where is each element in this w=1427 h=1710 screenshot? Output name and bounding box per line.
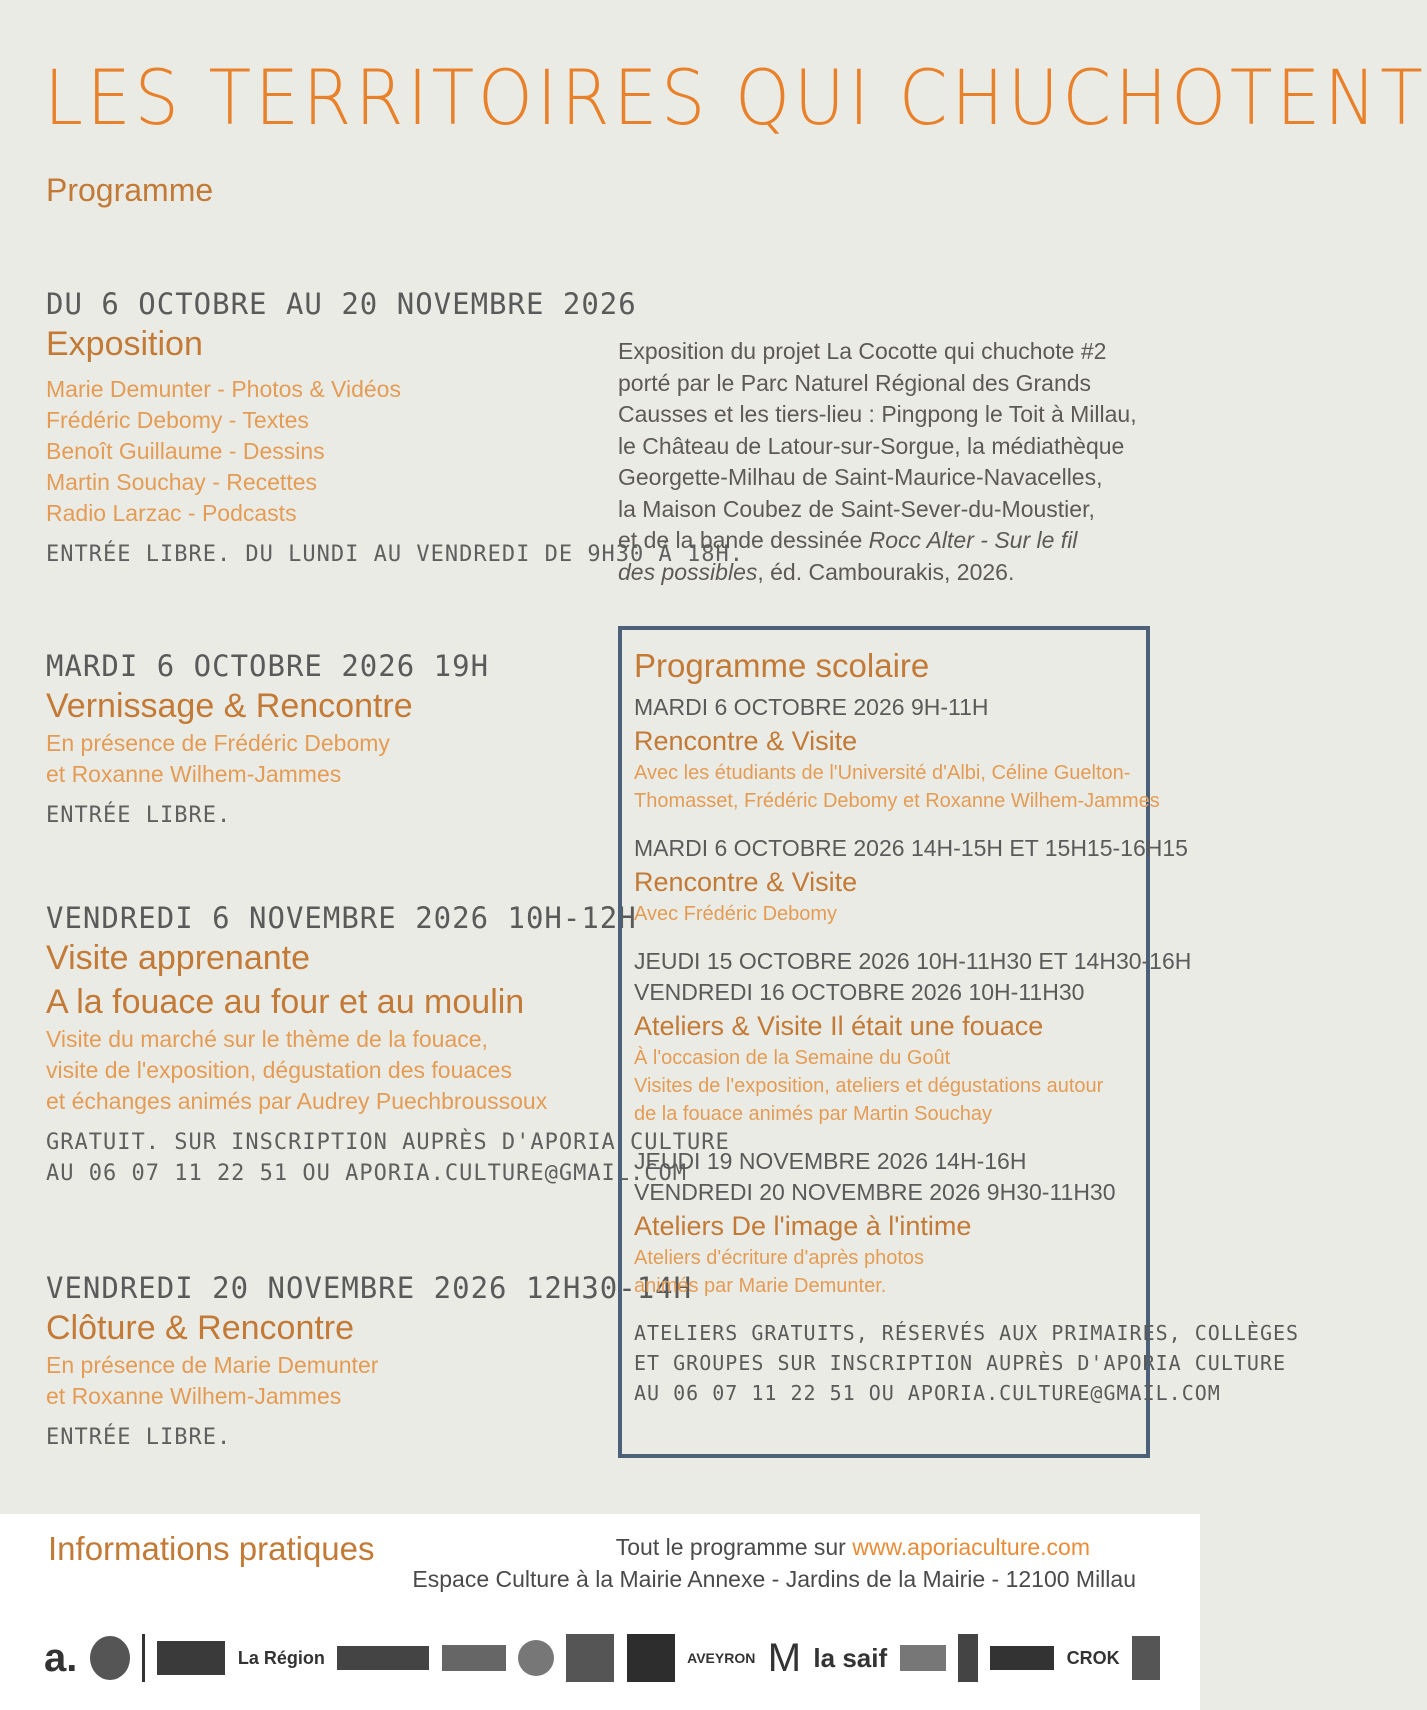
block-date: JEUDI 19 NOVEMBRE 2026 14H-16H [634,1148,1027,1174]
region-logo: La Région [237,1647,325,1668]
partner-logos [44,1626,1160,1690]
event-desc: En présence de Frédéric Debomy et Roxanne Wilhem-Jammes [46,730,390,787]
partner-logo [627,1634,675,1682]
event-cloture [46,1270,693,1454]
event-vernissage [46,648,606,832]
info-title: Informations pratiques [48,1530,375,1567]
poster-title: LES TERRITOIRES QUI CHUCHOTENT [44,53,1427,142]
box-title: Programme scolaire [634,647,930,684]
millau-logo: M [767,1635,802,1680]
desc-line: Georgette-Milhau de Saint-Maurice-Navacelles, [618,464,1103,490]
info-footer [0,1514,1200,1710]
event-exposition [46,286,745,571]
event-heading: A la fouace au four et au moulin [46,983,525,1021]
partner-logo [990,1646,1054,1670]
person-line: Radio Larzac - Podcasts [46,500,297,526]
block-date: VENDREDI 16 OCTOBRE 2026 10H-11H30 [634,979,1085,1005]
desc-line: porté par le Parc Naturel Régional des Grands [618,369,1092,396]
scolaire-footer-note: ATELIERS GRATUITS, RÉSERVÉS AUX PRIMAIRES, COLLÈGES ET GROUPES SUR INSCRIPTION AUPRÈS D'APORIA CULTURE AU 06 07 11 22 51 OU APORIA.CULTURE@GMAIL.COM [634,1321,1300,1405]
partner-logo [900,1645,946,1671]
person-line: Benoît Guillaume - Dessins [46,438,325,464]
book-title: Rocc Alter - Sur le fil [868,527,1078,553]
person-line: Marie Demunter - Photos & Vidéos [46,376,401,402]
event-date: VENDREDI 6 NOVEMBRE 2026 10H-12H [46,901,637,935]
event-desc: En présence de Marie Demunter et Roxanne Wilhem-Jammes [46,1352,379,1409]
event-heading: Vernissage & Rencontre [46,687,413,725]
block-date: JEUDI 15 OCTOBRE 2026 10H-11H30 ET 14H30-16H [634,948,1192,974]
block-heading: Rencontre & Visite [634,867,858,897]
people-list [46,374,606,529]
crok-logo: CROK [1066,1647,1120,1668]
event-note: ENTRÉE LIBRE. DU LUNDI AU VENDREDI DE 9H30 À 18H. [46,542,745,567]
person-line: Martin Souchay - Recettes [46,469,318,495]
aveyron-logo: AVEYRON [687,1650,756,1666]
desc-line: le Château de Latour-sur-Sorgue, la médiathèque [618,432,1125,459]
scolaire-block: MARDI 6 OCTOBRE 2026 14H-15H ET 15H15-16H15 Rencontre & Visite Avec Frédéric Debomy [634,835,1188,925]
partner-logo [566,1634,614,1682]
programme-link-line: Tout le programme sur www.aporiaculture.com [615,1534,1090,1560]
scolaire-block: JEUDI 15 OCTOBRE 2026 10H-11H30 ET 14H30-16H VENDREDI 16 OCTOBRE 2026 10H-11H30 Ateliers & Visite Il était une fouace À l'occasion de la Semaine du Goût Visites de l'exposition, ateliers et dégustations autour de la fouace animés par Martin Souchay [634,948,1192,1125]
event-visite [46,900,730,1189]
block-date: MARDI 6 OCTOBRE 2026 14H-15H ET 15H15-16H15 [634,835,1188,861]
person-line: Frédéric Debomy - Textes [46,407,309,433]
partner-logo [958,1634,978,1682]
block-heading: Rencontre & Visite [634,726,858,756]
desc-line: et de la bande dessinée Rocc Alter - Sur le fil [618,527,1078,553]
event-heading: Clôture & Rencontre [46,1309,355,1347]
aporia-logo: a. [44,1635,78,1680]
event-date: VENDREDI 20 NOVEMBRE 2026 12H30-14H [46,1271,693,1305]
desc-line: Exposition du projet La Cocotte qui chuchote #2 [618,338,1107,364]
event-note: ENTRÉE LIBRE. [46,1425,232,1450]
event-date: DU 6 OCTOBRE AU 20 NOVEMBRE 2026 [46,287,637,321]
partner-logo [1132,1636,1160,1680]
event-desc: Visite du marché sur le thème de la fouace, visite de l'exposition, dégustation des fouaces et échanges animés par Audrey Puechbroussoux [46,1026,548,1114]
desc-line: des possibles, éd. Cambourakis, 2026. [618,558,1015,585]
partner-logo [337,1646,429,1670]
desc-line: Causses et les tiers-lieu : Pingpong le Toit à Millau, [618,401,1137,427]
scolaire-block: JEUDI 19 NOVEMBRE 2026 14H-16H VENDREDI 20 NOVEMBRE 2026 9H30-11H30 Ateliers De l'image à l'intime Ateliers d'écriture d'après photos animés par Marie Demunter. [634,1146,1132,1300]
event-date: MARDI 6 OCTOBRE 2026 19H [46,649,490,683]
partner-logo [442,1645,506,1671]
block-date: MARDI 6 OCTOBRE 2026 9H-11H [634,694,989,720]
event-note: GRATUIT. SUR INSCRIPTION AUPRÈS D'APORIA CULTURE AU 06 07 11 22 51 OU APORIA.CULTURE@GMAIL.COM [46,1130,730,1186]
block-heading: Ateliers De l'image à l'intime [634,1211,972,1241]
partner-logo [157,1641,225,1675]
scolaire-block: MARDI 6 OCTOBRE 2026 9H-11H Rencontre & Visite Avec les étudiants de l'Université d'Albi, Céline Guelton- Thomasset, Frédéric Debomy et Roxanne Wilhem-Jammes [634,694,1160,812]
event-heading: Exposition [46,325,203,363]
address: Espace Culture à la Mairie Annexe - Jardins de la Mairie - 12100 Millau [412,1566,1136,1592]
poster-subtitle: Programme [46,172,214,208]
saif-logo: la saif [813,1642,888,1673]
block-date: VENDREDI 20 NOVEMBRE 2026 9H30-11H30 [634,1179,1116,1205]
block-heading: Ateliers & Visite Il était une fouace [634,1011,1044,1041]
divider [142,1634,145,1682]
programme-scolaire-box [618,626,1300,1458]
desc-line: la Maison Coubez de Saint-Sever-du-Moustier, [618,495,1095,522]
exposition-description [618,336,1158,588]
book-title: des possibles [618,558,758,585]
partner-logo [90,1636,130,1680]
event-note: ENTRÉE LIBRE. [46,803,232,828]
website-link[interactable]: www.aporiaculture.com [852,1534,1090,1560]
partner-logo [518,1640,554,1676]
event-heading: Visite apprenante [46,939,311,977]
